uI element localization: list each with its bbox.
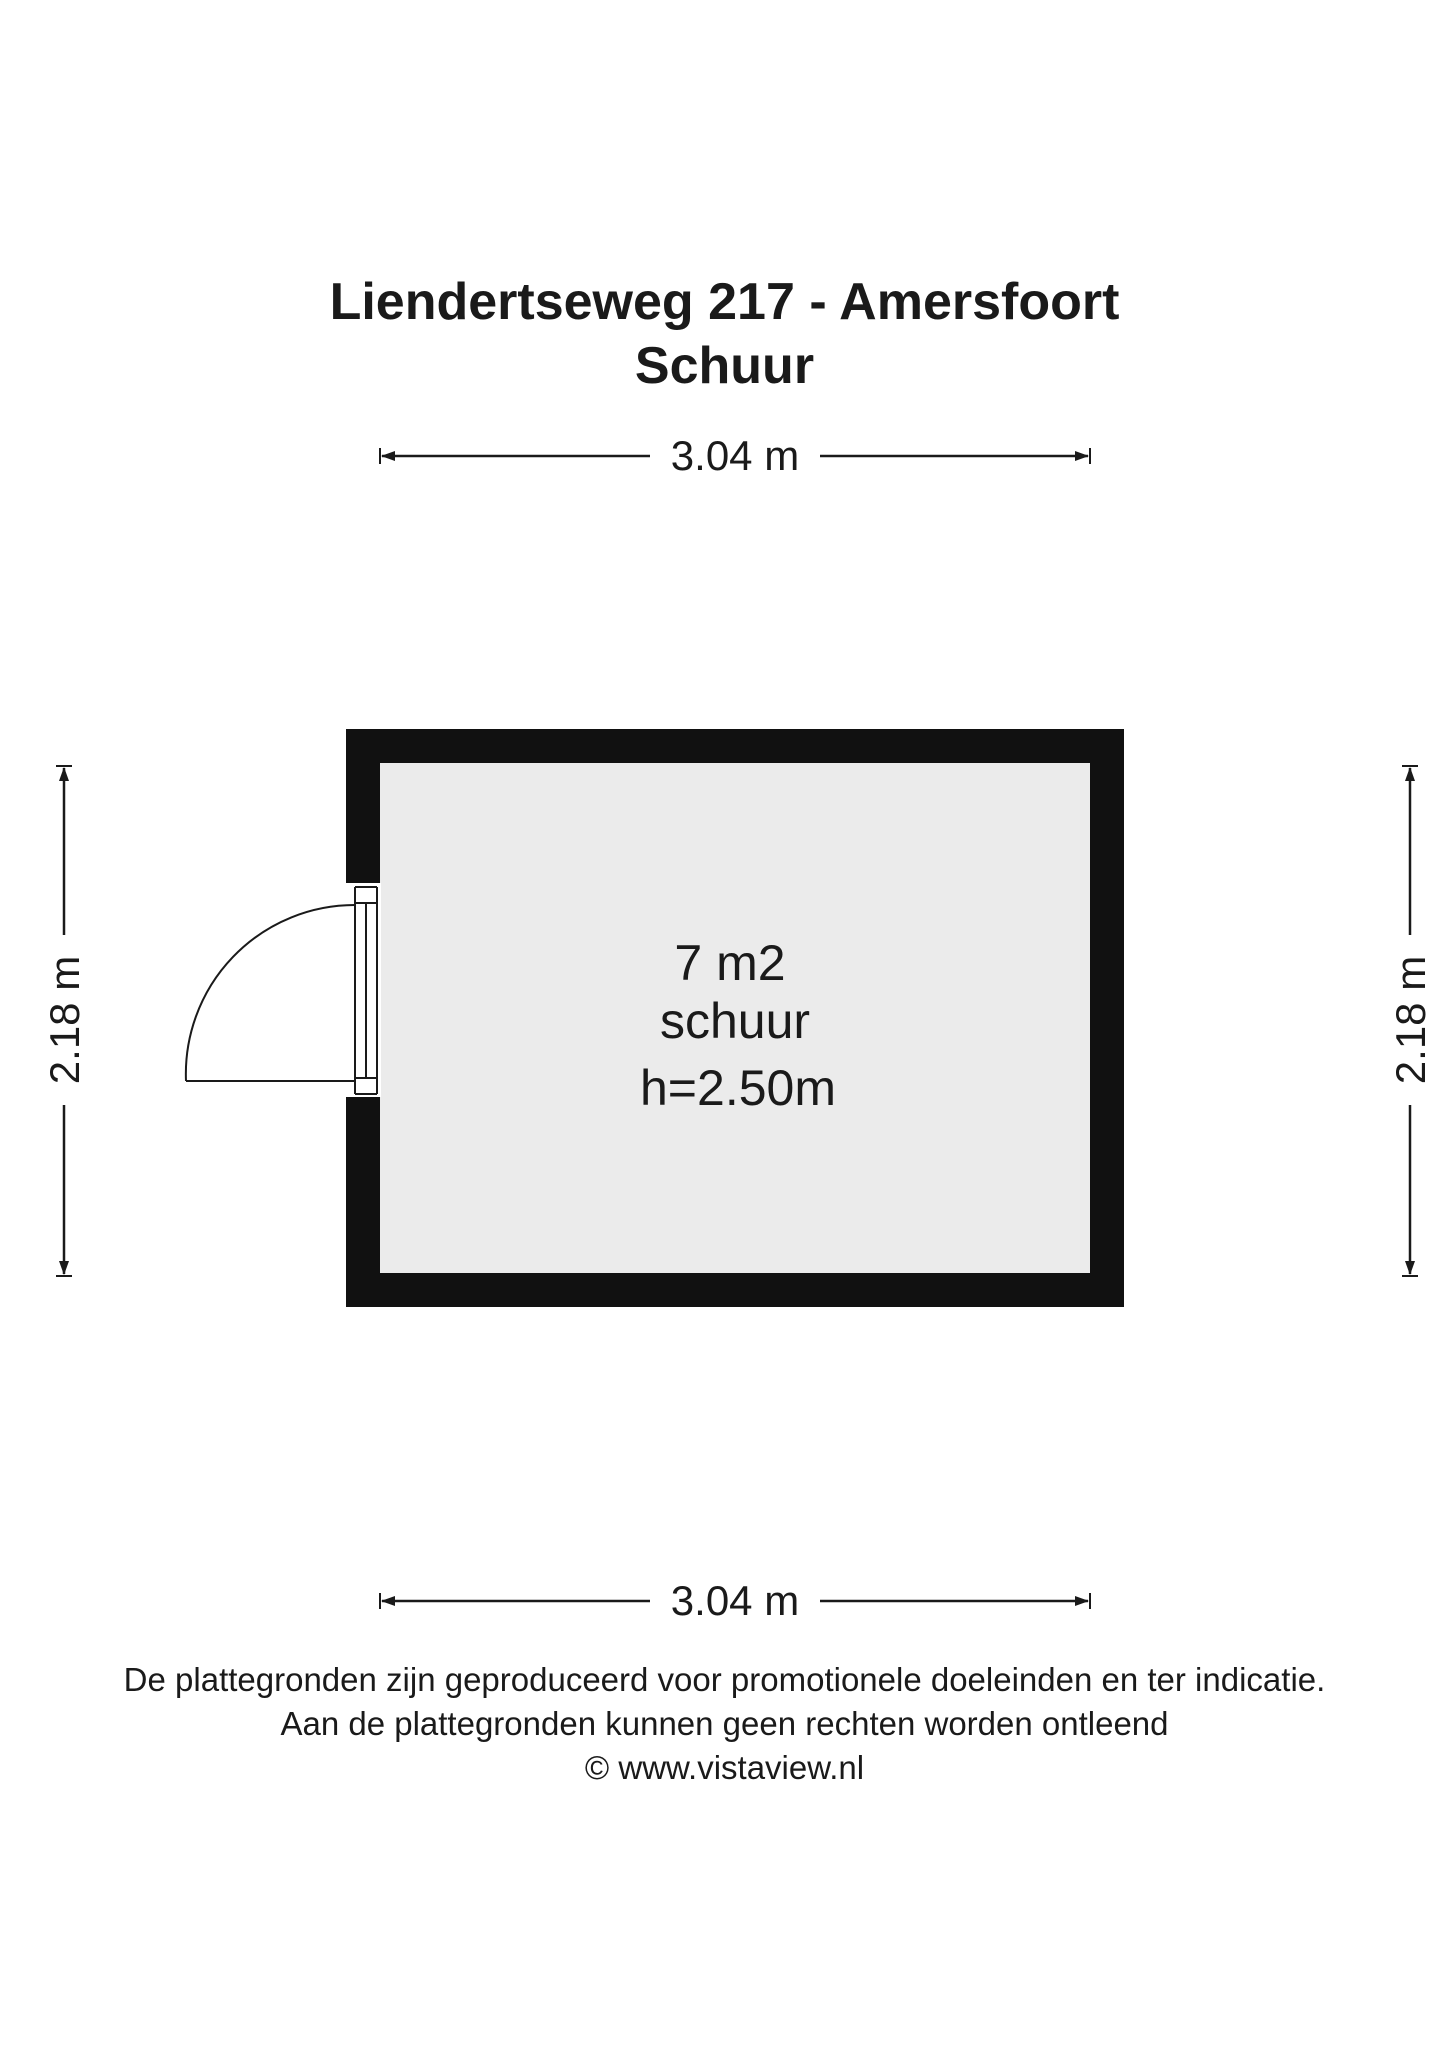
room-height: h=2.50m xyxy=(640,1060,836,1116)
disclaimer-line-2: Aan de plattegronden kunnen geen rechten worden ontleend xyxy=(280,1705,1169,1742)
plan-subtitle: Schuur xyxy=(634,337,815,395)
dimension-bottom xyxy=(380,1577,1090,1624)
dimension-left-label: 2.18 m xyxy=(41,955,88,1085)
dimension-right-label: 2.18 m xyxy=(1387,955,1434,1085)
dimension-left xyxy=(41,766,88,1276)
dimension-bottom-label: 3.04 m xyxy=(670,1577,800,1624)
room-name: schuur xyxy=(659,993,811,1049)
door-opening xyxy=(345,883,381,1097)
door-swing xyxy=(186,905,355,1081)
copyright-line: © www.vistaview.nl xyxy=(584,1749,865,1786)
plan-title: Liendertseweg 217 - Amersfoort xyxy=(329,273,1120,331)
dimension-top xyxy=(380,432,1090,479)
dimension-right xyxy=(1387,766,1434,1276)
dimension-top-label: 3.04 m xyxy=(670,432,800,479)
disclaimer-line-1: De plattegronden zijn geproduceerd voor promotionele doeleinden en ter indicatie. xyxy=(123,1661,1326,1698)
room-shed xyxy=(186,729,1124,1307)
disclaimer xyxy=(0,1658,1449,1790)
room-area: 7 m2 xyxy=(674,935,786,991)
